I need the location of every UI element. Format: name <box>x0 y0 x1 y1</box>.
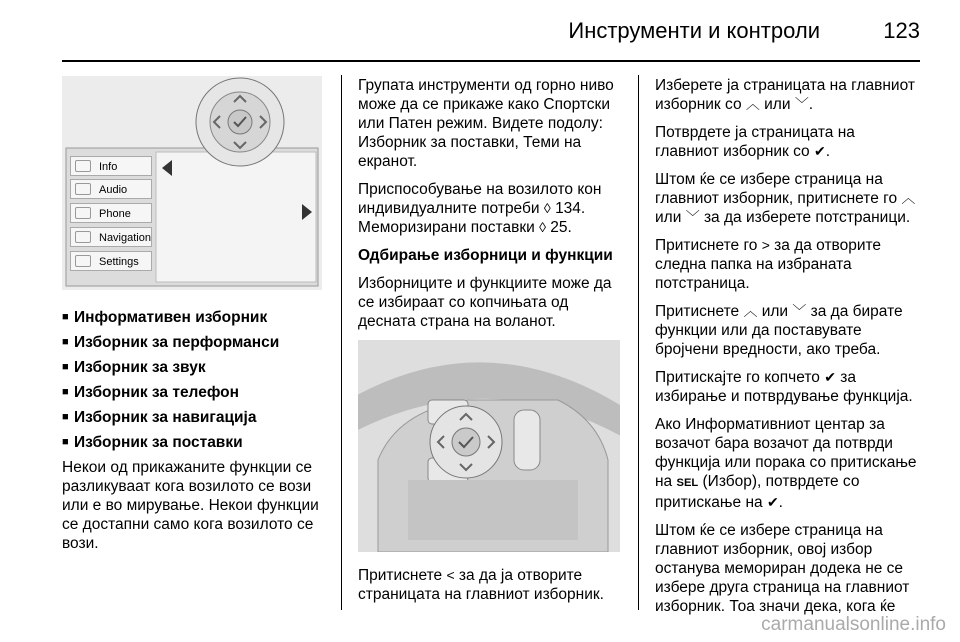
checkmark-icon: ✔ <box>766 494 779 510</box>
paragraph: Ако Информативниот центар за возачот бара возачот да потврди функција или порака со притискање на SEL (Избор), потврдете со притискање на ✔. <box>655 416 917 511</box>
info-icon <box>75 160 91 172</box>
checkmark-icon: ✔ <box>814 143 826 159</box>
page-reference-icon: ◊ <box>539 219 546 235</box>
section-heading: Одбирање изборници и функции <box>358 247 613 264</box>
page-link[interactable]: 134. <box>555 200 586 217</box>
paragraph: Притискајте го копчето ✔ за избирање и потврдување функција. <box>655 369 913 405</box>
music-note-icon <box>75 183 91 195</box>
list-item: ■ Изборник за навигација <box>62 408 325 427</box>
column-divider-1 <box>341 75 342 610</box>
header-rule <box>62 60 920 62</box>
column-divider-2 <box>638 75 639 610</box>
compass-icon <box>75 231 91 243</box>
paragraph: Некои од прикажаните функции се разликуваат кога возилото се вози или е во мирување. Некои функции се достапни само кога возилото се вози. <box>62 459 319 552</box>
page-number: 123 <box>883 18 920 43</box>
steering-wheel-illustration <box>358 340 620 552</box>
checkmark-icon: ✔ <box>824 369 836 385</box>
chevron-down-icon: ﹀ <box>792 303 807 319</box>
steering-wheel-figure <box>358 340 620 552</box>
list-item: ■ Информативен изборник <box>62 308 325 327</box>
paragraph: Штом ќе се избере страница на главниот изборник, притиснете го ︿ или ﹀ за да изберете потстраници. <box>655 171 916 226</box>
watermark: carmanualsonline.info <box>761 614 946 635</box>
paragraph: Потврдете ја страницата на главниот изборник со ✔. <box>655 124 855 160</box>
menu-item-settings: Settings <box>70 251 152 271</box>
menu-item-phone: Phone <box>70 203 152 223</box>
paragraph: Групата инструменти од горно ниво може да се прикаже како Спортски или Патен режим. Видете подолу: Изборник за поставки, Теми на екранот. <box>358 77 614 170</box>
list-item: ■ Изборник за звук <box>62 358 325 377</box>
menu-item-audio: Audio <box>70 179 152 199</box>
sel-button-label: SEL <box>676 477 699 489</box>
chevron-right-icon: > <box>761 237 770 253</box>
menu-list <box>62 308 325 452</box>
column-2 <box>358 76 625 613</box>
paragraph: Изборниците и функциите може да се избираат со копчињата од десната страна на воланот. <box>358 275 612 330</box>
list-item: ■ Изборник за перформанси <box>62 333 325 352</box>
list-item: ■ Изборник за поставки <box>62 433 325 452</box>
chevron-down-icon: ﹀ <box>685 209 700 225</box>
paragraph: Притиснете го > за да отворите следна папка на избраната потстраница. <box>655 237 882 292</box>
menu-item-info: Info <box>70 156 152 176</box>
chevron-up-icon: ︿ <box>745 96 760 112</box>
paragraph: Изберете ја страницата на главниот изборник со ︿ или ﹀. <box>655 77 915 113</box>
paragraph: Притиснете ︿ или ﹀ за да бирате функции или да поставувате бројчени вредности, ако треба. <box>655 303 903 358</box>
display-menu-figure <box>62 76 322 290</box>
chevron-left-icon: < <box>446 567 455 583</box>
column-3 <box>655 76 920 625</box>
phone-icon <box>75 207 91 219</box>
paragraph: Притиснете < за да ја отворите страницата на главниот изборник. <box>358 567 604 603</box>
chevron-up-icon: ︿ <box>743 303 758 319</box>
chevron-up-icon: ︿ <box>901 190 916 206</box>
settings-icon <box>75 255 91 267</box>
page-reference-icon: ◊ <box>543 200 551 216</box>
column-1 <box>62 76 325 562</box>
list-item: ■ Изборник за телефон <box>62 383 325 402</box>
menu-item-navigation: Navigation <box>70 227 152 247</box>
paragraph: Штом ќе се избере страница на главниот изборник, овој избор останува мемориран додека не се избере друга страница на главниот изборник. Тоа значи дека, кога ќе <box>655 522 910 615</box>
chevron-down-icon: ﹀ <box>794 96 809 112</box>
page-link[interactable]: 25. <box>550 219 572 236</box>
page-header-title: Инструменти и контроли <box>568 18 820 43</box>
paragraph: Приспособување на возилото кон индивидуалните потреби ◊ 134. Меморизирани поставки ◊ 25. <box>358 181 602 236</box>
